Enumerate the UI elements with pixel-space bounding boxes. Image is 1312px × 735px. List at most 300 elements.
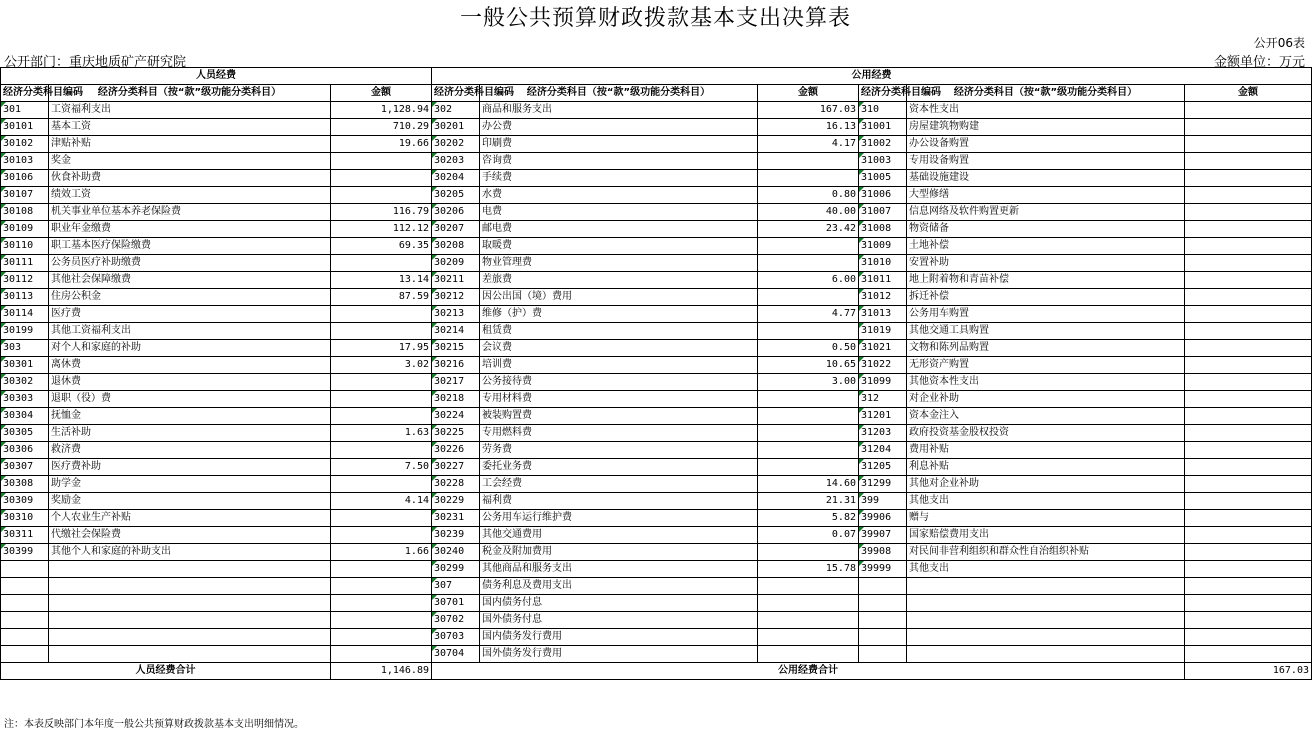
table-row — [1, 425, 1312, 442]
item-name: 专用燃料费 — [480, 425, 758, 442]
item-amount — [1185, 323, 1312, 340]
table-row — [1, 408, 1312, 425]
item-amount: 23.42 — [758, 221, 859, 238]
item-amount — [331, 578, 432, 595]
item-code: 399 — [859, 493, 907, 510]
item-amount — [758, 170, 859, 187]
item-name: 工资福利支出 — [49, 102, 331, 119]
item-amount: 1.66 — [331, 544, 432, 561]
item-code — [859, 595, 907, 612]
item-code: 31010 — [859, 255, 907, 272]
item-code: 30399 — [1, 544, 49, 561]
item-amount: 14.60 — [758, 476, 859, 493]
item-amount — [331, 374, 432, 391]
item-code: 30310 — [1, 510, 49, 527]
item-code: 30311 — [1, 527, 49, 544]
item-code: 30226 — [432, 442, 480, 459]
public-total-value: 167.03 — [1185, 663, 1312, 680]
item-name: 医疗费补助 — [49, 459, 331, 476]
item-amount: 3.02 — [331, 357, 432, 374]
item-code: 301 — [1, 102, 49, 119]
item-code: 30239 — [432, 527, 480, 544]
item-name: 公务员医疗补助缴费 — [49, 255, 331, 272]
item-amount — [1185, 391, 1312, 408]
item-name: 其他交通费用 — [480, 527, 758, 544]
item-code: 30114 — [1, 306, 49, 323]
item-name — [907, 578, 1185, 595]
item-amount — [758, 578, 859, 595]
table-number: 公开06表 — [1253, 36, 1305, 50]
header-name: 经济分类科目（按“款”级功能分类科目） — [49, 85, 331, 102]
item-code: 30199 — [1, 323, 49, 340]
item-code: 30218 — [432, 391, 480, 408]
table-row — [1, 527, 1312, 544]
item-amount: 1.63 — [331, 425, 432, 442]
item-code: 31005 — [859, 170, 907, 187]
item-name: 安置补助 — [907, 255, 1185, 272]
item-amount — [1185, 102, 1312, 119]
item-code: 30201 — [432, 119, 480, 136]
item-amount — [758, 612, 859, 629]
item-amount — [758, 459, 859, 476]
item-name: 被装购置费 — [480, 408, 758, 425]
item-code: 30112 — [1, 272, 49, 289]
item-amount — [758, 544, 859, 561]
item-amount: 112.12 — [331, 221, 432, 238]
item-code: 30215 — [432, 340, 480, 357]
item-code: 30211 — [432, 272, 480, 289]
item-amount: 19.66 — [331, 136, 432, 153]
item-code: 31001 — [859, 119, 907, 136]
item-code: 30203 — [432, 153, 480, 170]
item-amount: 40.00 — [758, 204, 859, 221]
item-name: 赠与 — [907, 510, 1185, 527]
item-amount — [1185, 510, 1312, 527]
table-row — [1, 391, 1312, 408]
item-amount — [1185, 527, 1312, 544]
item-amount — [331, 510, 432, 527]
item-amount — [1185, 578, 1312, 595]
item-name: 其他交通工具购置 — [907, 323, 1185, 340]
section-public-header: 公用经费 — [432, 68, 1312, 85]
item-amount: 4.17 — [758, 136, 859, 153]
item-code — [859, 646, 907, 663]
table-row — [1, 544, 1312, 561]
item-amount — [331, 476, 432, 493]
item-name: 退休费 — [49, 374, 331, 391]
item-code — [1, 561, 49, 578]
item-name: 救济费 — [49, 442, 331, 459]
item-code — [1, 595, 49, 612]
item-code — [1, 646, 49, 663]
item-amount — [758, 153, 859, 170]
item-name: 医疗费 — [49, 306, 331, 323]
item-name: 差旅费 — [480, 272, 758, 289]
item-name: 商品和服务支出 — [480, 102, 758, 119]
item-name: 费用补贴 — [907, 442, 1185, 459]
item-amount: 87.59 — [331, 289, 432, 306]
item-name: 文物和陈列品购置 — [907, 340, 1185, 357]
item-code: 31019 — [859, 323, 907, 340]
item-code: 30103 — [1, 153, 49, 170]
item-amount: 69.35 — [331, 238, 432, 255]
item-name: 无形资产购置 — [907, 357, 1185, 374]
table-row — [1, 238, 1312, 255]
table-row — [1, 493, 1312, 510]
item-name: 咨询费 — [480, 153, 758, 170]
item-amount: 4.77 — [758, 306, 859, 323]
item-code: 30109 — [1, 221, 49, 238]
item-code: 30208 — [432, 238, 480, 255]
item-amount — [1185, 425, 1312, 442]
item-code: 312 — [859, 391, 907, 408]
item-code — [859, 612, 907, 629]
item-name: 生活补助 — [49, 425, 331, 442]
item-amount — [1185, 357, 1312, 374]
item-amount — [758, 255, 859, 272]
amount-unit-label: 金额单位：万元 — [1213, 55, 1305, 70]
item-code: 31201 — [859, 408, 907, 425]
item-code: 30702 — [432, 612, 480, 629]
item-amount: 0.80 — [758, 187, 859, 204]
item-name — [907, 646, 1185, 663]
item-code: 39907 — [859, 527, 907, 544]
item-code: 31022 — [859, 357, 907, 374]
item-code: 30217 — [432, 374, 480, 391]
item-name: 房屋建筑物购建 — [907, 119, 1185, 136]
item-name: 退职（役）费 — [49, 391, 331, 408]
item-code: 302 — [432, 102, 480, 119]
item-name: 维修（护）费 — [480, 306, 758, 323]
item-amount — [331, 442, 432, 459]
table-row — [1, 170, 1312, 187]
item-name: 其他社会保障缴费 — [49, 272, 331, 289]
item-name: 政府投资基金股权投资 — [907, 425, 1185, 442]
item-name: 其他商品和服务支出 — [480, 561, 758, 578]
item-code: 31012 — [859, 289, 907, 306]
item-code: 30303 — [1, 391, 49, 408]
item-amount — [1185, 340, 1312, 357]
item-code: 30101 — [1, 119, 49, 136]
item-name: 信息网络及软件购置更新 — [907, 204, 1185, 221]
item-code: 30214 — [432, 323, 480, 340]
item-code: 30228 — [432, 476, 480, 493]
item-name: 培训费 — [480, 357, 758, 374]
item-name: 地上附着物和青苗补偿 — [907, 272, 1185, 289]
item-name: 公务用车购置 — [907, 306, 1185, 323]
item-code: 30704 — [432, 646, 480, 663]
item-amount: 3.00 — [758, 374, 859, 391]
item-amount — [1185, 204, 1312, 221]
item-amount — [331, 646, 432, 663]
item-name: 租赁费 — [480, 323, 758, 340]
item-name: 对企业补助 — [907, 391, 1185, 408]
item-code: 30107 — [1, 187, 49, 204]
item-name: 印刷费 — [480, 136, 758, 153]
table-row — [1, 102, 1312, 119]
item-name: 津贴补贴 — [49, 136, 331, 153]
item-code — [1, 629, 49, 646]
item-name: 机关事业单位基本养老保险费 — [49, 204, 331, 221]
item-amount — [758, 442, 859, 459]
item-code: 30213 — [432, 306, 480, 323]
item-name: 助学金 — [49, 476, 331, 493]
item-amount — [1185, 221, 1312, 238]
item-amount — [331, 170, 432, 187]
item-amount — [758, 289, 859, 306]
item-amount — [1185, 476, 1312, 493]
item-code: 30302 — [1, 374, 49, 391]
item-code: 30216 — [432, 357, 480, 374]
table-row — [1, 442, 1312, 459]
item-code: 31007 — [859, 204, 907, 221]
item-code: 30240 — [432, 544, 480, 561]
item-code — [859, 578, 907, 595]
section-personnel-header: 人员经费 — [1, 68, 432, 85]
table-row — [1, 578, 1312, 595]
item-amount — [331, 595, 432, 612]
item-name: 其他支出 — [907, 493, 1185, 510]
item-code — [1, 578, 49, 595]
table-row — [1, 204, 1312, 221]
item-name: 对民间非营利组织和群众性自治组织补贴 — [907, 544, 1185, 561]
item-name: 抚恤金 — [49, 408, 331, 425]
table-row — [1, 357, 1312, 374]
item-name: 其他工资福利支出 — [49, 323, 331, 340]
item-name: 水费 — [480, 187, 758, 204]
item-name: 会议费 — [480, 340, 758, 357]
item-code: 31299 — [859, 476, 907, 493]
item-name — [907, 595, 1185, 612]
item-name: 工会经费 — [480, 476, 758, 493]
table-row — [1, 374, 1312, 391]
table-row — [1, 561, 1312, 578]
item-name: 其他资本性支出 — [907, 374, 1185, 391]
table-row — [1, 646, 1312, 663]
item-amount — [331, 187, 432, 204]
item-name: 公务用车运行维护费 — [480, 510, 758, 527]
item-name: 因公出国（境）费用 — [480, 289, 758, 306]
item-name: 职业年金缴费 — [49, 221, 331, 238]
item-amount — [1185, 119, 1312, 136]
item-name: 取暖费 — [480, 238, 758, 255]
item-name — [907, 629, 1185, 646]
item-name: 其他支出 — [907, 561, 1185, 578]
item-amount — [758, 629, 859, 646]
item-code: 31011 — [859, 272, 907, 289]
item-code: 30301 — [1, 357, 49, 374]
item-name: 代缴社会保险费 — [49, 527, 331, 544]
item-name: 基础设施建设 — [907, 170, 1185, 187]
item-code: 31021 — [859, 340, 907, 357]
item-name: 国内债务发行费用 — [480, 629, 758, 646]
item-amount — [331, 323, 432, 340]
item-name: 绩效工资 — [49, 187, 331, 204]
item-name: 对个人和家庭的补助 — [49, 340, 331, 357]
item-code: 30113 — [1, 289, 49, 306]
item-name: 办公费 — [480, 119, 758, 136]
item-name — [49, 629, 331, 646]
item-name: 资本金注入 — [907, 408, 1185, 425]
personnel-total-label: 人员经费合计 — [1, 663, 331, 680]
item-name: 专用设备购置 — [907, 153, 1185, 170]
item-code: 30701 — [432, 595, 480, 612]
item-amount — [1185, 238, 1312, 255]
item-amount: 7.50 — [331, 459, 432, 476]
item-amount — [331, 612, 432, 629]
item-code — [1, 612, 49, 629]
item-amount — [1185, 493, 1312, 510]
item-amount — [1185, 272, 1312, 289]
item-code: 30306 — [1, 442, 49, 459]
item-amount — [1185, 153, 1312, 170]
table-row — [1, 595, 1312, 612]
table-row — [1, 136, 1312, 153]
table-row — [1, 306, 1312, 323]
item-name: 劳务费 — [480, 442, 758, 459]
table-row — [1, 187, 1312, 204]
item-amount — [1185, 595, 1312, 612]
item-name: 利息补贴 — [907, 459, 1185, 476]
item-amount — [1185, 629, 1312, 646]
item-code: 31006 — [859, 187, 907, 204]
item-name: 资本性支出 — [907, 102, 1185, 119]
item-amount — [331, 306, 432, 323]
item-amount — [758, 391, 859, 408]
item-code: 30202 — [432, 136, 480, 153]
item-amount: 0.50 — [758, 340, 859, 357]
item-amount — [1185, 136, 1312, 153]
item-name: 个人农业生产补贴 — [49, 510, 331, 527]
item-code: 30299 — [432, 561, 480, 578]
item-amount — [331, 255, 432, 272]
item-amount — [1185, 255, 1312, 272]
item-amount: 1,128.94 — [331, 102, 432, 119]
item-amount — [1185, 170, 1312, 187]
item-name: 手续费 — [480, 170, 758, 187]
item-code: 31002 — [859, 136, 907, 153]
item-amount — [758, 646, 859, 663]
expenditure-table — [0, 67, 1312, 680]
item-code: 30307 — [1, 459, 49, 476]
item-code: 39908 — [859, 544, 907, 561]
item-code: 30231 — [432, 510, 480, 527]
item-name: 委托业务费 — [480, 459, 758, 476]
item-amount — [1185, 544, 1312, 561]
item-code: 31009 — [859, 238, 907, 255]
item-name: 住房公积金 — [49, 289, 331, 306]
item-code: 30225 — [432, 425, 480, 442]
header-name: 经济分类科目（按“款”级功能分类科目） — [907, 85, 1185, 102]
item-amount — [1185, 408, 1312, 425]
item-code: 30102 — [1, 136, 49, 153]
item-amount — [1185, 374, 1312, 391]
item-code: 31003 — [859, 153, 907, 170]
table-row — [1, 459, 1312, 476]
item-amount — [1185, 442, 1312, 459]
item-code: 31204 — [859, 442, 907, 459]
item-code: 30309 — [1, 493, 49, 510]
item-code — [859, 629, 907, 646]
item-name — [49, 612, 331, 629]
personnel-total-value: 1,146.89 — [331, 663, 432, 680]
table-row — [1, 323, 1312, 340]
item-name: 国家赔偿费用支出 — [907, 527, 1185, 544]
item-name: 其他个人和家庭的补助支出 — [49, 544, 331, 561]
item-code: 31008 — [859, 221, 907, 238]
item-amount: 116.79 — [331, 204, 432, 221]
item-name: 伙食补助费 — [49, 170, 331, 187]
table-row — [1, 289, 1312, 306]
item-amount: 710.29 — [331, 119, 432, 136]
item-amount — [1185, 306, 1312, 323]
item-name: 国外债务付息 — [480, 612, 758, 629]
item-code: 30206 — [432, 204, 480, 221]
item-amount — [758, 408, 859, 425]
item-name: 基本工资 — [49, 119, 331, 136]
item-amount — [1185, 289, 1312, 306]
item-amount — [331, 527, 432, 544]
item-amount — [1185, 459, 1312, 476]
item-code: 30305 — [1, 425, 49, 442]
table-row — [1, 476, 1312, 493]
item-code: 30703 — [432, 629, 480, 646]
item-amount: 5.82 — [758, 510, 859, 527]
item-amount — [1185, 561, 1312, 578]
table-row — [1, 119, 1312, 136]
item-name: 国外债务发行费用 — [480, 646, 758, 663]
table-row — [1, 629, 1312, 646]
item-amount — [331, 561, 432, 578]
header-amount: 金额 — [758, 85, 859, 102]
item-name: 大型修缮 — [907, 187, 1185, 204]
footnote: 注：本表反映部门本年度一般公共预算财政拨款基本支出明细情况。 — [4, 719, 304, 730]
item-name — [49, 578, 331, 595]
item-code: 31099 — [859, 374, 907, 391]
item-amount: 167.03 — [758, 102, 859, 119]
item-amount: 13.14 — [331, 272, 432, 289]
item-name: 奖励金 — [49, 493, 331, 510]
table-row — [1, 612, 1312, 629]
item-code: 30209 — [432, 255, 480, 272]
department-label: 公开部门：重庆地质矿产研究院 — [4, 55, 187, 70]
item-code: 30110 — [1, 238, 49, 255]
item-amount — [331, 391, 432, 408]
item-code: 30108 — [1, 204, 49, 221]
item-name: 办公设备购置 — [907, 136, 1185, 153]
item-name: 离休费 — [49, 357, 331, 374]
table-row — [1, 221, 1312, 238]
header-amount: 金额 — [331, 85, 432, 102]
item-code: 31205 — [859, 459, 907, 476]
table-row — [1, 153, 1312, 170]
item-code: 31013 — [859, 306, 907, 323]
header-code: 经济分类科目编码 — [432, 85, 480, 102]
item-amount — [758, 595, 859, 612]
item-code: 31203 — [859, 425, 907, 442]
item-amount — [758, 238, 859, 255]
item-amount: 21.31 — [758, 493, 859, 510]
header-code: 经济分类科目编码 — [1, 85, 49, 102]
item-amount — [331, 408, 432, 425]
report-title: 一般公共预算财政拨款基本支出决算表 — [459, 6, 851, 31]
item-code: 30227 — [432, 459, 480, 476]
item-code: 30308 — [1, 476, 49, 493]
item-amount: 4.14 — [331, 493, 432, 510]
table-row — [1, 340, 1312, 357]
header-amount: 金额 — [1185, 85, 1312, 102]
item-code: 30229 — [432, 493, 480, 510]
